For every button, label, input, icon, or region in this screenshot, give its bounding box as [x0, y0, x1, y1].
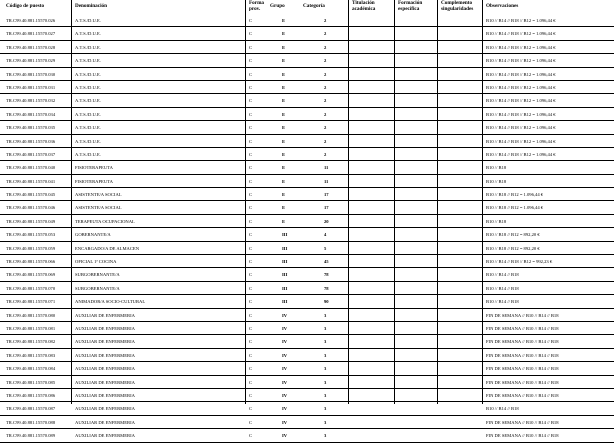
cell-codigo: TR.C99.40.881.15570.087	[6, 406, 56, 412]
cell-categoria: 2	[324, 31, 327, 37]
table-header	[0, 0, 614, 14]
cell-observaciones: B10 // B14 // B18	[486, 285, 519, 291]
cell-grupo: IV	[282, 433, 288, 439]
cell-denominacion: A.T.S./D.U.E.	[75, 125, 101, 131]
cell-observaciones: FIN DE SEMANA // B10 // B14 // B18	[486, 392, 559, 398]
table-row	[0, 175, 614, 188]
cell-forma-provision: C	[249, 178, 253, 184]
cell-codigo: TR.C99.40.881.15570.049	[6, 218, 56, 224]
cell-observaciones: FIN DE SEMANA // B10 // B14 // B18	[486, 379, 559, 385]
cell-categoria: 3	[324, 433, 327, 439]
cell-grupo: IV	[282, 366, 288, 372]
cell-observaciones: FIN DE SEMANA // B10 // B14 // B18	[486, 366, 559, 372]
cell-forma-provision: C	[249, 192, 253, 198]
cell-grupo: IV	[282, 312, 288, 318]
cell-denominacion: AUXILIAR DE ENFERMERIA	[75, 352, 135, 358]
cell-denominacion: AUXILIAR DE ENFERMERIA	[75, 406, 135, 412]
cell-denominacion: A.T.S./D.U.E.	[75, 151, 101, 157]
cell-codigo: TR.C99.40.881.15570.082	[6, 339, 56, 345]
table-row	[0, 309, 614, 322]
cell-categoria: 3	[324, 366, 327, 372]
cell-denominacion: A.T.S./D.U.E.	[75, 71, 101, 77]
table-row	[0, 201, 614, 214]
cell-forma-provision: C	[249, 419, 253, 425]
table-row	[0, 94, 614, 107]
cell-denominacion: A.T.S./D.U.E.	[75, 44, 101, 50]
cell-grupo: E	[282, 205, 286, 211]
cell-denominacion: ASISTENTE/A SOCIAL	[75, 192, 122, 198]
cell-observaciones: B10 // B14 // B18	[486, 406, 519, 412]
cell-forma-provision: C	[249, 232, 253, 238]
cell-forma-provision: C	[249, 71, 253, 77]
cell-observaciones: B10 // B14 // B18 // B12 = 1.096,44 €	[486, 58, 556, 64]
cell-codigo: TR.C99.40.881.15570.085	[6, 379, 56, 385]
cell-codigo: TR.C99.40.881.15570.053	[6, 232, 56, 238]
table-row	[0, 242, 614, 255]
cell-grupo: III	[282, 272, 288, 278]
cell-codigo: TR.C99.40.881.15570.069	[6, 272, 56, 278]
table-row	[0, 188, 614, 201]
cell-codigo: TR.C99.40.881.15570.026	[6, 18, 56, 23]
cell-forma-provision: C	[249, 31, 253, 37]
cell-denominacion: ANIMADOR/A SOCIO-CULTURAL	[75, 299, 146, 305]
cell-forma-provision: C	[249, 111, 253, 117]
cell-denominacion: AUXILIAR DE ENFERMERIA	[75, 433, 135, 439]
cell-grupo: E	[282, 138, 286, 144]
cell-codigo: TR.C99.40.881.15570.035	[6, 125, 56, 131]
cell-forma-provision: C	[249, 44, 253, 50]
cell-grupo: IV	[282, 419, 288, 425]
cell-grupo: III	[282, 232, 288, 238]
cell-forma-provision: C	[249, 366, 253, 372]
table-row	[0, 215, 614, 228]
cell-forma-provision: C	[249, 245, 253, 251]
header-categoria: Categoría	[303, 3, 325, 9]
cell-forma-provision: C	[249, 18, 253, 23]
cell-grupo: E	[282, 111, 286, 117]
cell-grupo: III	[282, 259, 288, 265]
cell-codigo: TR.C99.40.881.15570.071	[6, 299, 56, 305]
cell-observaciones: B10 // B18 // B12 = 892,20 €	[486, 245, 540, 251]
table-row	[0, 322, 614, 335]
cell-grupo: E	[282, 31, 286, 37]
cell-observaciones: B10 // B18 // B12 = 1.096,44 €	[486, 205, 544, 211]
cell-grupo: III	[282, 285, 288, 291]
cell-grupo: E	[282, 71, 286, 77]
header-observaciones: Observaciones	[486, 3, 519, 9]
table-row	[0, 402, 614, 415]
table-row	[0, 68, 614, 81]
cell-denominacion: AUXILIAR DE ENFERMERIA	[75, 325, 135, 331]
cell-categoria: 3	[324, 339, 327, 345]
cell-denominacion: FISIOTERAPEUTA	[75, 165, 113, 171]
cell-grupo: E	[282, 125, 286, 131]
cell-forma-provision: C	[249, 165, 253, 171]
cell-codigo: TR.C99.40.881.15570.040	[6, 165, 56, 171]
table-row	[0, 54, 614, 67]
table-row	[0, 255, 614, 268]
cell-categoria: 3	[324, 352, 327, 358]
cell-observaciones: B10 // B14 // B18 // B12 = 1.096,44 €	[486, 71, 556, 77]
cell-categoria: 3	[324, 419, 327, 425]
cell-categoria: 3	[324, 379, 327, 385]
cell-codigo: TR.C99.40.881.15570.045	[6, 192, 56, 198]
cell-categoria: 78	[324, 272, 329, 278]
cell-observaciones: FIN DE SEMANA // B10 // B14 // B18	[486, 433, 559, 439]
table-row	[0, 268, 614, 281]
cell-grupo: E	[282, 192, 286, 198]
cell-denominacion: AUXILIAR DE ENFERMERIA	[75, 419, 135, 425]
cell-denominacion: A.T.S./D.U.E.	[75, 111, 101, 117]
cell-categoria: 2	[324, 84, 327, 90]
cell-observaciones: B10 // B14 // B18 // B12 = 1.096,44 €	[486, 84, 556, 90]
table-row	[0, 295, 614, 308]
cell-categoria: 2	[324, 71, 327, 77]
cell-categoria: 3	[324, 325, 327, 331]
cell-observaciones: B10 // B14 // B18 // B12 = 1.096,44 €	[486, 98, 556, 104]
cell-grupo: IV	[282, 392, 288, 398]
cell-codigo: TR.C99.40.881.15570.027	[6, 31, 56, 37]
table-row	[0, 41, 614, 54]
cell-denominacion: AUXILIAR DE ENFERMERIA	[75, 379, 135, 385]
cell-codigo: TR.C99.40.881.15570.029	[6, 58, 56, 64]
cell-observaciones: B10 // B18 // B12 = 1.096,44 €	[486, 192, 544, 198]
cell-grupo: IV	[282, 339, 288, 345]
cell-observaciones: FIN DE SEMANA // B10 // B14 // B18	[486, 339, 559, 345]
cell-denominacion: A.T.S./D.U.E.	[75, 84, 101, 90]
cell-codigo: TR.C99.40.881.15570.088	[6, 419, 56, 425]
cell-forma-provision: C	[249, 84, 253, 90]
cell-observaciones: B10 // B14 // B18 // B12 = 1.096,44 €	[486, 18, 556, 23]
cell-codigo: TR.C99.40.881.15570.036	[6, 138, 56, 144]
cell-forma-provision: C	[249, 352, 253, 358]
cell-forma-provision: C	[249, 125, 253, 131]
cell-codigo: TR.C99.40.881.15570.031	[6, 84, 56, 90]
cell-codigo: TR.C99.40.881.15570.089	[6, 433, 56, 439]
cell-denominacion: AUXILIAR DE ENFERMERIA	[75, 366, 135, 372]
cell-codigo: TR.C99.40.881.15570.034	[6, 111, 56, 117]
cell-forma-provision: C	[249, 205, 253, 211]
cell-categoria: 3	[324, 312, 327, 318]
table-row	[0, 416, 614, 429]
cell-grupo: IV	[282, 352, 288, 358]
cell-forma-provision: C	[249, 151, 253, 157]
cell-denominacion: SUBGOBERNANTE/A	[75, 272, 120, 278]
cell-observaciones: B10 // B18	[486, 178, 507, 184]
cell-observaciones: FIN DE SEMANA // B10 // B14 // B18	[486, 352, 559, 358]
cell-denominacion: A.T.S./D.U.E.	[75, 98, 101, 104]
cell-categoria: 2	[324, 111, 327, 117]
cell-codigo: TR.C99.40.881.15570.083	[6, 352, 56, 358]
cell-grupo: III	[282, 299, 288, 305]
cell-grupo: E	[282, 44, 286, 50]
cell-forma-provision: C	[249, 259, 253, 265]
cell-categoria: 2	[324, 138, 327, 144]
cell-categoria: 2	[324, 125, 327, 131]
cell-observaciones: B10 // B14 // B18 // B12 = 1.096,44 €	[486, 125, 556, 131]
cell-categoria: 3	[324, 406, 327, 412]
cell-codigo: TR.C99.40.881.15570.080	[6, 312, 56, 318]
cell-codigo: TR.C99.40.881.15570.046	[6, 205, 56, 211]
cell-denominacion: SUBGOBERNANTE/A	[75, 285, 120, 291]
header-complemento-line1: Complemento	[441, 0, 473, 6]
table-row	[0, 376, 614, 389]
cell-observaciones: B10 // B14 // B18	[486, 272, 519, 278]
table-row	[0, 81, 614, 94]
cell-forma-provision: C	[249, 433, 253, 439]
cell-denominacion: AUXILIAR DE ENFERMERIA	[75, 312, 135, 318]
cell-categoria: 2	[324, 18, 327, 23]
table-row	[0, 27, 614, 40]
cell-codigo: TR.C99.40.881.15570.066	[6, 259, 56, 265]
cell-observaciones: B10 // B18	[486, 218, 507, 224]
cell-grupo: E	[282, 98, 286, 104]
cell-grupo: E	[282, 178, 286, 184]
cell-categoria: 90	[324, 299, 329, 305]
header-denominacion: Denominación	[75, 3, 107, 9]
cell-forma-provision: C	[249, 379, 253, 385]
table-row	[0, 349, 614, 362]
table-row	[0, 429, 614, 442]
table-row	[0, 108, 614, 121]
header-grupo: Grupo	[270, 3, 285, 9]
cell-forma-provision: C	[249, 299, 253, 305]
cell-observaciones: B10 // B18 // B12 = 892,20 €	[486, 232, 540, 238]
cell-observaciones: FIN DE SEMANA // B10 // B14 // B18	[486, 419, 559, 425]
header-forma-line1: Forma	[249, 0, 264, 6]
cell-categoria: 2	[324, 98, 327, 104]
cell-grupo: E	[282, 58, 286, 64]
cell-grupo: IV	[282, 379, 288, 385]
cell-grupo: IV	[282, 325, 288, 331]
cell-denominacion: A.T.S./D.U.E.	[75, 138, 101, 144]
cell-forma-provision: C	[249, 406, 253, 412]
cell-categoria: 3	[324, 392, 327, 398]
cell-codigo: TR.C99.40.881.15570.059	[6, 245, 56, 251]
cell-forma-provision: C	[249, 312, 253, 318]
cell-categoria: 2	[324, 151, 327, 157]
cell-observaciones: B10 // B14 // B18 // B12 = 1.096,44 €	[486, 44, 556, 50]
table-row	[0, 121, 614, 134]
table-row	[0, 135, 614, 148]
cell-grupo: E	[282, 151, 286, 157]
header-forma-line2: prov.	[249, 6, 261, 12]
cell-codigo: TR.C99.40.881.15570.086	[6, 392, 56, 398]
cell-categoria: 4	[324, 232, 327, 238]
cell-codigo: TR.C99.40.881.15570.028	[6, 44, 56, 50]
cell-codigo: TR.C99.40.881.15570.037	[6, 151, 56, 157]
cell-categoria: 2	[324, 44, 327, 50]
cell-observaciones: B10 // B14 // B18 // B12 = 992,23 €	[486, 259, 553, 265]
cell-codigo: TR.C99.40.881.15570.070	[6, 285, 56, 291]
table-row	[0, 362, 614, 375]
cell-grupo: III	[282, 245, 288, 251]
header-formacion-line2: específica	[398, 6, 420, 12]
cell-categoria: 5	[324, 245, 327, 251]
cell-observaciones: B10 // B14 // B18 // B12 = 1.096,44 €	[486, 138, 556, 144]
cell-forma-provision: C	[249, 218, 253, 224]
cell-categoria: 11	[324, 165, 329, 171]
cell-forma-provision: C	[249, 272, 253, 278]
cell-denominacion: A.T.S./D.U.E.	[75, 31, 101, 37]
cell-denominacion: OFICIAL 1ª COCINA	[75, 259, 117, 265]
cell-categoria: 17	[324, 192, 329, 198]
table-body	[0, 14, 614, 443]
cell-forma-provision: C	[249, 58, 253, 64]
cell-categoria: 20	[324, 218, 329, 224]
cell-denominacion: TERAPEUTA OCUPACIONAL	[75, 218, 135, 224]
cell-denominacion: GOBERNANTE/A	[75, 232, 111, 238]
cell-grupo: E	[282, 18, 286, 23]
cell-grupo: E	[282, 165, 286, 171]
cell-forma-provision: C	[249, 392, 253, 398]
header-codigo: Código de puesto	[6, 3, 45, 9]
header-formacion-line1: Formación	[398, 0, 423, 6]
cell-categoria: 17	[324, 205, 329, 211]
cell-grupo: E	[282, 218, 286, 224]
cell-grupo: IV	[282, 406, 288, 412]
table-row	[0, 228, 614, 241]
cell-denominacion: ENCARGADO/A DE ALMACEN	[75, 245, 140, 251]
table-row	[0, 389, 614, 402]
cell-codigo: TR.C99.40.881.15570.081	[6, 325, 56, 331]
cell-observaciones: B10 // B14 // B18 // B12 = 1.096,44 €	[486, 31, 556, 37]
table-row	[0, 148, 614, 161]
table-row	[0, 14, 614, 27]
cell-denominacion: AUXILIAR DE ENFERMERIA	[75, 339, 135, 345]
cell-observaciones: B10 // B14 // B18	[486, 299, 519, 305]
cell-denominacion: A.T.S./D.U.E.	[75, 58, 101, 64]
table-row	[0, 161, 614, 174]
cell-observaciones: FIN DE SEMANA // B10 // B14 // B18	[486, 312, 559, 318]
cell-categoria: 45	[324, 259, 329, 265]
cell-forma-provision: C	[249, 98, 253, 104]
cell-codigo: TR.C99.40.881.15570.030	[6, 71, 56, 77]
cell-forma-provision: C	[249, 285, 253, 291]
cell-denominacion: AUXILIAR DE ENFERMERIA	[75, 392, 135, 398]
cell-categoria: 78	[324, 285, 329, 291]
cell-denominacion: A.T.S./D.U.E.	[75, 18, 101, 23]
cell-categoria: 2	[324, 58, 327, 64]
cell-observaciones: B10 // B14 // B18 // B12 = 1.096,44 €	[486, 111, 556, 117]
cell-denominacion: ASISTENTE/A SOCIAL	[75, 205, 122, 211]
table-row	[0, 282, 614, 295]
header-titulacion-line2: académica	[352, 6, 376, 12]
cell-codigo: TR.C99.40.881.15570.041	[6, 178, 56, 184]
cell-categoria: 11	[324, 178, 329, 184]
cell-forma-provision: C	[249, 325, 253, 331]
header-complemento-line2: singularidades	[441, 6, 474, 12]
cell-forma-provision: C	[249, 138, 253, 144]
cell-observaciones: B10 // B18	[486, 165, 507, 171]
cell-denominacion: FISIOTERAPEUTA	[75, 178, 113, 184]
cell-codigo: TR.C99.40.881.15570.084	[6, 366, 56, 372]
header-titulacion-line1: Titulación	[352, 0, 375, 6]
cell-observaciones: B10 // B14 // B18 // B12 = 1.096,44 €	[486, 151, 556, 157]
cell-grupo: E	[282, 84, 286, 90]
cell-codigo: TR.C99.40.881.15570.032	[6, 98, 56, 104]
table-row	[0, 335, 614, 348]
cell-observaciones: FIN DE SEMANA // B10 // B14 // B18	[486, 325, 559, 331]
cell-forma-provision: C	[249, 339, 253, 345]
